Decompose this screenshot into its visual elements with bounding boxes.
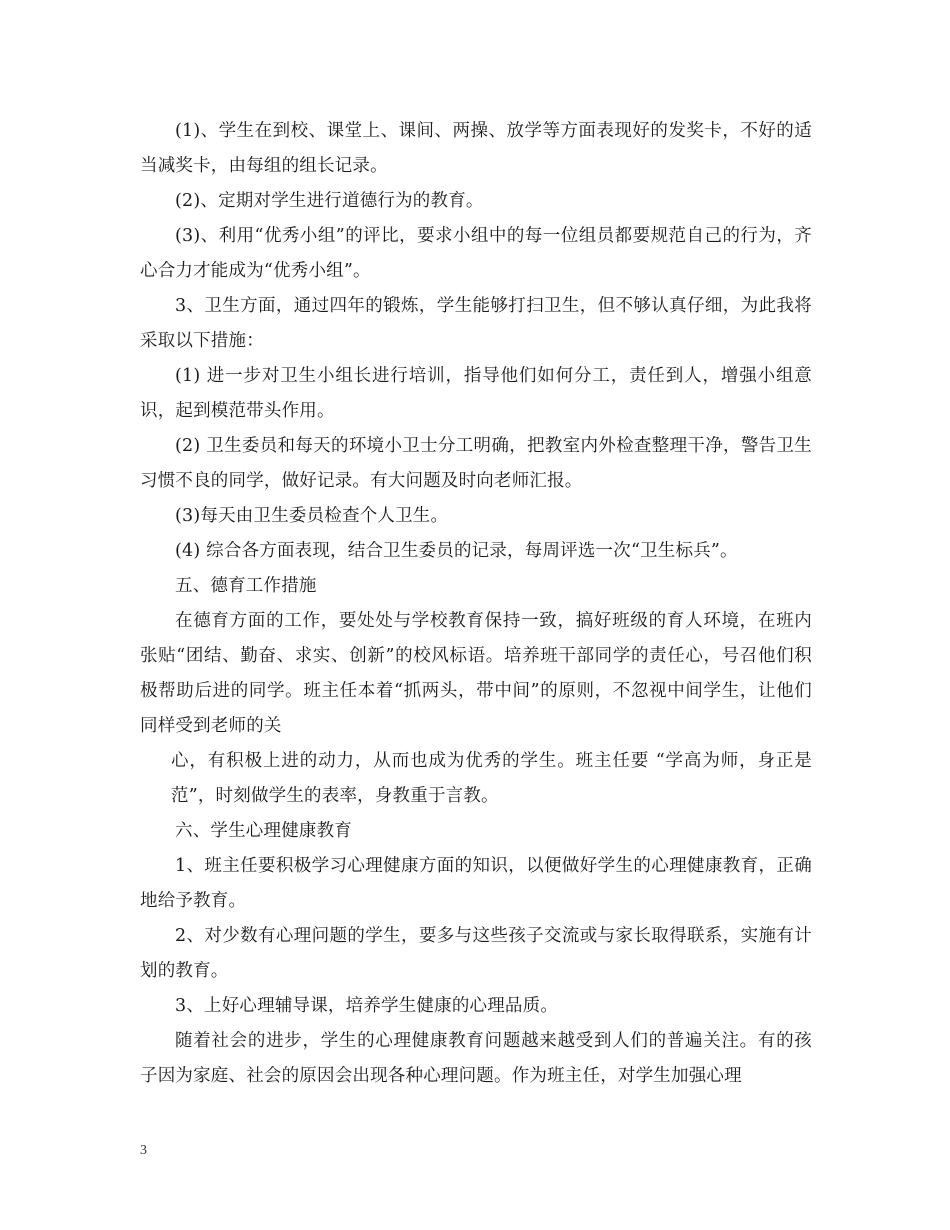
paragraph-reward-cards: (1)、学生在到校、课堂上、课间、两操、放学等方面表现好的发奖卡，不好的适当减奖卡，由每组的组长记录。 xyxy=(140,121,812,176)
paragraph-hygiene-committee: (2) 卫生委员和每天的环境小卫士分工明确，把教室内外检查整理干净，警告卫生习惯不良的同学，做好记录。有大问题及时向老师汇报。 xyxy=(140,436,812,491)
paragraph-mental-health-1: 1、班主任要积极学习心理健康方面的知识，以便做好学生的心理健康教育，正确地给予教育。 xyxy=(140,856,812,911)
paragraph-mental-health-context: 随着社会的进步，学生的心理健康教育问题越来越受到人们的普遍关注。有的孩子因为家庭、社会的原因会出现各种心理问题。作为班主任，对学生加强心理 xyxy=(140,1031,812,1086)
paragraph-moral-education: (2)、定期对学生进行道德行为的教育。 xyxy=(175,191,484,211)
section-heading-mental-health: 六、学生心理健康教育 xyxy=(175,821,352,841)
page-number: 3 xyxy=(140,1143,147,1158)
document-body xyxy=(140,114,812,1094)
section-heading-moral-measures: 五、德育工作措施 xyxy=(175,576,317,596)
paragraph-hygiene-model: (4) 综合各方面表现，结合卫生委员的记录，每周评选一次“卫生标兵”。 xyxy=(175,541,738,561)
paragraph-personal-hygiene: (3)每天由卫生委员检查个人卫生。 xyxy=(175,506,449,526)
paragraph-hygiene-leader-training: (1) 进一步对卫生小组长进行培训，指导他们如何分工，责任到人，增强小组意识，起到模范带头作用。 xyxy=(140,366,812,421)
paragraph-moral-work-continued: 心，有积极上进的动力，从而也成为优秀的学生。班主任要 “学高为师，身正是范”，时刻做学生的表率，身教重于言教。 xyxy=(171,751,812,806)
paragraph-mental-health-3: 3、上好心理辅导课，培养学生健康的心理品质。 xyxy=(175,996,559,1016)
paragraph-mental-health-2: 2、对少数有心理问题的学生，要多与这些孩子交流或与家长取得联系，实施有计划的教育。 xyxy=(140,926,812,981)
paragraph-hygiene-intro: 3、卫生方面，通过四年的锻炼，学生能够打扫卫生，但不够认真仔细，为此我将采取以下措施： xyxy=(140,296,812,351)
paragraph-excellent-group: (3)、利用“优秀小组”的评比，要求小组中的每一位组员都要规范自己的行为，齐心合力才能成为“优秀小组”。 xyxy=(140,226,812,281)
paragraph-moral-work: 在德育方面的工作，要处处与学校教育保持一致，搞好班级的育人环境，在班内张贴“团结、勤奋、求实、创新”的校风标语。培养班干部同学的责任心，号召他们积极帮助后进的同学。班主任本着“抓两头，带中间”的原则，不忽视中间学生，让他们同样受到老师的关 xyxy=(140,611,812,736)
